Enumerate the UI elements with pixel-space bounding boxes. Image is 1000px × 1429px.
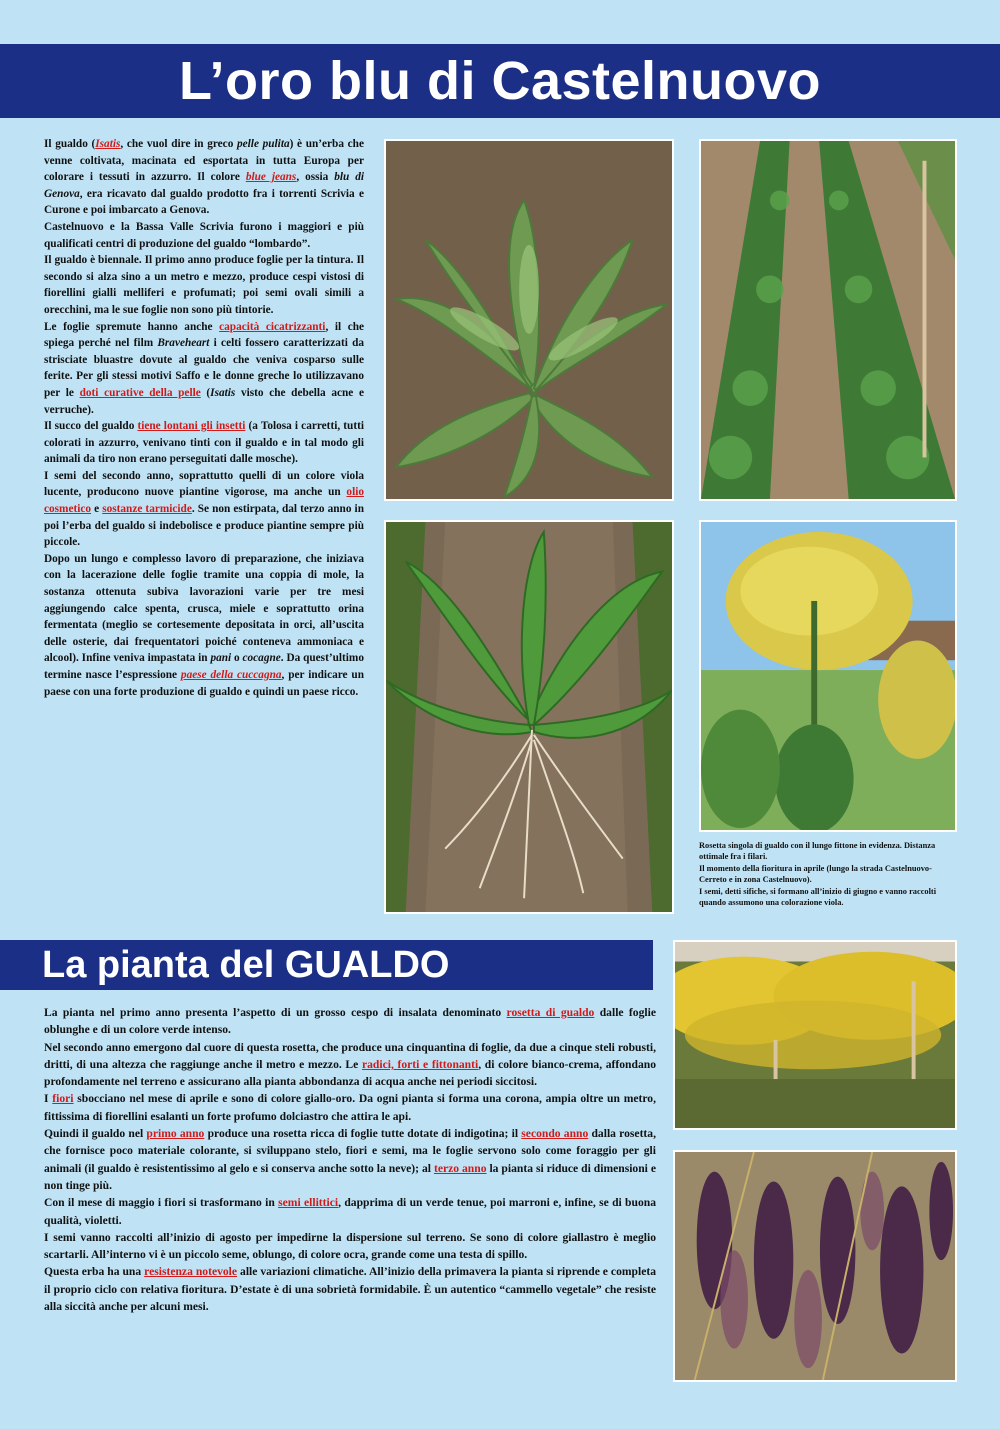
sec2-paragraph: [44, 1090, 656, 1125]
text-run: , dapprima di un verde tenue, poi marroni e, infine, se di buona qualità, violetti.: [44, 1196, 656, 1227]
text-run: , ossia: [296, 171, 335, 184]
field-rows-photo: [699, 139, 957, 501]
highlighted-term: doti curative della pelle: [79, 386, 201, 399]
text-run: blu di Genova: [44, 171, 365, 200]
text-run: Il gualdo è biennale. Il primo anno produce foglie per la tintura. Il secondo si alza sino a un metro e mezzo, produce cespi vistosi di fiorellini gialli melliferi e profumati; poi semi ovali simili a orecchini, ma le sue foglie non sono più tintorie.: [44, 254, 364, 316]
highlighted-term: resistenza notevole: [144, 1265, 238, 1279]
highlighted-term: radici, forti e fittonanti: [361, 1057, 479, 1071]
violet-seeds-photo: [673, 1150, 957, 1382]
text-run: I: [44, 1092, 53, 1106]
text-run: I semi del secondo anno, soprattutto quelli di un colore viola lucente, producono nuove piantine vigorose, ma anche un: [44, 469, 364, 499]
text-run: Il succo del gualdo: [44, 420, 138, 433]
sec2-paragraph: [44, 1125, 656, 1194]
sec2-paragraph: [44, 1194, 656, 1229]
caption-line: Rosetta singola di gualdo con il lungo fittone in evidenza. Distanza ottimale fra i filari.: [699, 841, 936, 862]
text-run: Dopo un lungo e complesso lavoro di preparazione, che iniziava con la lacerazione delle foglie tramite una coppia di mole, la sostanza ottenuta subiva lavorazioni varie per tre mesi aggiungendo calce spenta, crusca, miele e soprattutto orina fermentata (meglio se cortesemente depositata in orci, all’uscita delle osterie, dai frequentatori poiché conteneva ammoniaca e alcool). Infine veniva impastata in: [44, 552, 364, 665]
sec2-paragraph: [44, 1263, 656, 1315]
highlighted-term: semi ellittici: [278, 1196, 339, 1210]
root-photo: [384, 520, 674, 914]
flowering-plant-photo: [699, 520, 957, 832]
highlighted-term: primo anno: [146, 1127, 205, 1141]
text-run: Con il mese di maggio i fiori si trasformano in: [44, 1196, 279, 1210]
highlighted-term: olio cosmetico: [44, 486, 364, 516]
plant-description-text: [44, 1004, 656, 1315]
text-run: produce una rosetta ricca di foglie tutte dotate di indigotina; il: [204, 1127, 522, 1141]
highlighted-term: tiene lontani gli insetti: [137, 420, 246, 433]
text-run: sbocciano nel mese di aprile e sono di colore giallo-oro. Da ogni pianta si forma una corona, ampia oltre un metro, fittissima di fiorellini esalanti un forte profumo dolciastro che attira le api.: [44, 1092, 656, 1123]
text-run: . Se non estirpata, dal terzo anno in poi l’erba del gualdo si indebolisce e produce piantine sempre più piccole.: [44, 503, 364, 549]
sec2-paragraph: [44, 1039, 656, 1091]
highlighted-term: rosetta di gualdo: [506, 1006, 595, 1019]
text-run: . Da quest’ultimo termine nasce l’espressione: [44, 652, 364, 681]
text-run: (a Tolosa i carretti, tutti colorati in azzurro, venivano tinti con il gualdo e in tal modo gli animali da tiro non erano perseguitati dalle mosche).: [44, 420, 364, 466]
text-run: , per indicare un paese con una forte produzione di gualdo e quindi un paese ricco.: [44, 669, 364, 698]
caption-line: Il momento della fioritura in aprile (lungo la strada Castelnuovo-Cerreto e in zona Castelnuovo).: [699, 863, 932, 885]
text-run: Questa erba ha una: [44, 1265, 145, 1279]
highlighted-term: capacità cicatrizzanti: [219, 320, 326, 333]
text-run: , era ricavato dal gualdo prodotto fra i torrenti Scrivia e Curone e poi imbarcato a Genova.: [44, 187, 364, 217]
caption-line: I semi, detti sifiche, si formano all’inizio di giugno e vanno raccolti quando assumono una colorazione viola.: [699, 886, 937, 908]
sec2-paragraph: [44, 1004, 656, 1039]
text-run: Nel secondo anno emergono dal cuore di questa rosetta, che produce una cinquantina di foglie, da due a cinque steli robusti, dritti, di una altezza che raggiunge anche il metro e mezzo. Le: [44, 1040, 656, 1071]
text-run: visto che debella acne e verruche).: [44, 386, 364, 416]
col1-paragraph: [44, 252, 364, 318]
text-run: pelle pulita: [237, 138, 290, 150]
text-run: pani: [210, 652, 232, 665]
text-run: Quindi il gualdo nel: [44, 1127, 147, 1141]
col1-paragraph: [44, 136, 364, 219]
highlighted-term: terzo anno: [433, 1161, 487, 1175]
rosette-photo: [384, 139, 674, 501]
text-run: dalle foglie oblunghe e di un colore verde intenso.: [44, 1006, 656, 1037]
col1-paragraph: [44, 319, 364, 419]
text-run: la pianta si riduce di dimensioni e non tinge più.: [44, 1161, 656, 1192]
highlighted-term: fiori: [52, 1092, 74, 1106]
intro-text-column: [44, 136, 364, 700]
highlighted-term: secondo anno: [521, 1127, 589, 1141]
text-run: , il che spiega perché nel film: [44, 320, 365, 350]
text-run: e: [91, 503, 103, 516]
col1-paragraph: [44, 418, 364, 468]
highlighted-term: Isatis: [95, 138, 121, 150]
text-run: o: [231, 652, 243, 665]
text-run: , che vuol dire in greco: [120, 138, 237, 150]
highlighted-term: blue jeans: [245, 171, 297, 184]
text-run: cocagne: [242, 652, 281, 665]
text-run: ) è un’erba che venne coltivata, macinata ed esportata in tutta Europa per colorare i tessuti in azzurro. Il colore: [44, 138, 364, 184]
col1-paragraph: [44, 468, 364, 551]
text-run: Isatis: [210, 386, 236, 399]
page-title: L’oro blu di Castelnuovo: [0, 44, 1000, 118]
text-run: I semi vanno raccolti all’inizio di agosto per impedirne la dispersione sul terreno. Se sono di colore giallastro è meglio scartarli. All’interno vi è un piccolo seme, oblungo, di colore ocra, grande come una testa di spillo.: [44, 1230, 656, 1262]
col1-paragraph: [44, 219, 364, 252]
text-run: alle variazioni climatiche. All’inizio della primavera la pianta si riprende e completa il proprio ciclo con relativa fioritura. D’estate è di una sobrietà formidabile. È un autentico “cammello vegetale” che resiste alla siccità anche per alcuni mesi.: [44, 1265, 656, 1314]
text-run: (: [200, 386, 211, 399]
text-run: i celti fossero caratterizzati da strisciate bluastre dovute al gualdo che veniva cosparso sulle ferite. Per gli stessi motivi Saffo e le donne greche lo utilizzavano per le: [44, 337, 365, 399]
text-run: La pianta nel primo anno presenta l’aspetto di un grosso cespo di insalata denominato: [44, 1006, 507, 1019]
yellow-field-photo: [673, 940, 957, 1130]
col1-paragraph: [44, 551, 364, 700]
section-title: La pianta del GUALDO: [0, 940, 653, 990]
text-run: Castelnuovo e la Bassa Valle Scrivia furono i maggiori e più qualificati centri di produzione del gualdo “lombardo”.: [44, 220, 364, 250]
highlighted-term: sostanze tarmicide: [102, 503, 192, 516]
text-run: Il gualdo (: [44, 138, 96, 150]
text-run: Le foglie spremute hanno anche: [44, 320, 220, 333]
text-run: dalla rosetta, che fornisce poco materiale colorante, si sviluppano stelo, fiori e semi, ma le foglie servono solo come foraggio per gli animali (il gualdo è resistentissimo al gelo e si conserva anche sotto la neve); al: [44, 1127, 656, 1175]
text-run: , di colore bianco-crema, affondano profondamente nel terreno e assicurano alla pianta abbondanza di acqua anche nei periodi siccitosi.: [44, 1057, 656, 1089]
sec2-paragraph: [44, 1229, 656, 1264]
text-run: Braveheart: [157, 337, 210, 350]
highlighted-term: paese della cuccagna: [180, 669, 282, 681]
photo-caption: [699, 840, 957, 908]
